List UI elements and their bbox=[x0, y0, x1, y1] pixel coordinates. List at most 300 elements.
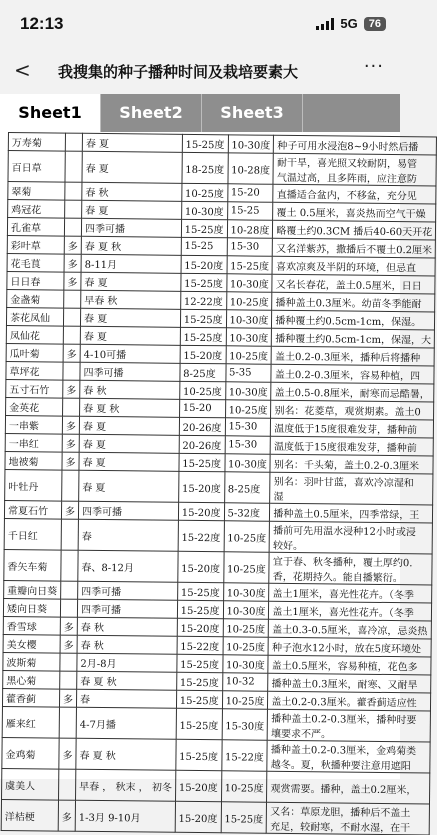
cell-text: 春 夏 秋 bbox=[79, 750, 116, 762]
cell-text: 10-28度 bbox=[230, 225, 270, 237]
cell-text: 多 bbox=[63, 622, 74, 634]
cell-text: 10-30度 bbox=[229, 333, 269, 345]
cell-text: 观赏需要。播种，盖土0.2厘米， bbox=[270, 783, 417, 796]
cell-text: 雁来红 bbox=[5, 718, 36, 730]
table-cell bbox=[269, 601, 432, 621]
cell-text: 常夏石竹 bbox=[7, 506, 49, 518]
table-cell bbox=[269, 583, 432, 603]
cell-text: 10-30度 bbox=[228, 387, 268, 399]
table-cell bbox=[270, 472, 433, 505]
table-cell bbox=[6, 379, 63, 398]
table-cell bbox=[77, 653, 177, 672]
cell-text: 15-25 bbox=[230, 205, 260, 217]
table-cell bbox=[76, 689, 176, 708]
table-cell bbox=[180, 327, 226, 345]
cell-text: 孔雀草 bbox=[10, 223, 42, 235]
table-cell bbox=[65, 200, 82, 218]
table-cell bbox=[224, 521, 270, 552]
cell-text: 温度低于15度很难发芽，播种前 bbox=[274, 441, 417, 455]
nav-bar bbox=[0, 48, 400, 94]
table-cell bbox=[64, 218, 81, 236]
table-cell bbox=[273, 153, 436, 186]
cell-text: 15-30 bbox=[228, 439, 258, 451]
cell-text: 春 bbox=[81, 531, 92, 543]
table-cell bbox=[224, 472, 270, 503]
table-cell bbox=[179, 399, 225, 417]
cell-text: 20-26度 bbox=[182, 440, 222, 453]
table-cell bbox=[270, 503, 433, 523]
cell-text: 盖土1厘米，喜光性花卉。（冬季 bbox=[272, 606, 414, 620]
cell-text: 喜欢凉爽及半阴的环境，但忌直 bbox=[275, 261, 417, 275]
cell-text: 香矢车菊 bbox=[7, 561, 48, 573]
cell-text: 地被菊 bbox=[8, 457, 39, 469]
cell-text: 又名：草原龙胆，播种后不盖土 bbox=[270, 806, 411, 820]
table-cell bbox=[273, 184, 436, 204]
table-cell bbox=[5, 469, 62, 501]
table-cell bbox=[222, 709, 268, 740]
cell-text: 春 夏 秋 bbox=[84, 241, 122, 254]
cell-text: 盖土0.2-0.3厘米，播种后将播种 bbox=[274, 351, 421, 365]
table-row bbox=[2, 737, 431, 772]
cell-text: 别名：羽叶甘蓝，喜欢冷凉湿和 bbox=[273, 476, 414, 490]
cell-text: 18-25度 bbox=[185, 164, 225, 176]
cell-text: 盖土0.3-0.5厘米，喜冷凉，忌炎热 bbox=[272, 624, 428, 638]
table-cell bbox=[82, 200, 182, 219]
table-cell bbox=[78, 550, 178, 582]
table-cell bbox=[222, 673, 268, 691]
cell-text: 四季可播 bbox=[80, 604, 122, 617]
cell-text: 多 bbox=[62, 694, 74, 706]
cell-text: 15-20度 bbox=[178, 782, 218, 794]
table-cell bbox=[8, 151, 65, 183]
table-cell bbox=[176, 672, 222, 690]
table-cell bbox=[2, 688, 59, 707]
table-cell bbox=[61, 550, 78, 581]
cell-text: 金鸡菊 bbox=[5, 749, 36, 761]
table-cell bbox=[4, 500, 61, 519]
table-row bbox=[8, 151, 437, 186]
table-cell bbox=[226, 274, 272, 292]
tab-sheet3[interactable]: Sheet3 bbox=[202, 94, 303, 132]
table-cell bbox=[64, 254, 81, 272]
cell-text: 10-30度 bbox=[226, 606, 266, 618]
cell-text: 15-25度 bbox=[185, 139, 225, 152]
cell-text: 15-25度 bbox=[184, 278, 224, 291]
cell-text: 1-3月 9-10月 bbox=[78, 812, 141, 824]
table-cell bbox=[179, 453, 225, 471]
table-cell bbox=[274, 135, 437, 155]
table-row bbox=[1, 799, 430, 834]
cell-text: 15-22度 bbox=[224, 751, 264, 764]
table-cell bbox=[65, 133, 82, 151]
cell-text: 四季可播 bbox=[84, 223, 126, 236]
cell-text: 15-20度 bbox=[178, 813, 218, 825]
signal-icon bbox=[316, 18, 334, 30]
table-cell bbox=[179, 417, 225, 435]
spreadsheet-image bbox=[0, 132, 433, 835]
table-cell bbox=[178, 551, 224, 582]
cell-text: 5-35 bbox=[228, 367, 252, 379]
cell-text: 春 夏 bbox=[82, 421, 107, 434]
table-cell bbox=[273, 238, 436, 258]
cell-text: 充足，较耐寒，不耐水湿，在干 bbox=[270, 821, 411, 835]
table-cell bbox=[178, 502, 224, 520]
table-cell bbox=[61, 581, 78, 599]
table-cell bbox=[181, 237, 227, 255]
table-cell bbox=[272, 274, 435, 294]
table-cell bbox=[59, 707, 76, 738]
table-cell bbox=[6, 397, 63, 416]
cell-text: 15-30 bbox=[230, 241, 260, 253]
more-icon[interactable]: ··· bbox=[363, 56, 384, 77]
cell-text: 15-20度 bbox=[181, 563, 221, 575]
table-cell bbox=[82, 133, 182, 152]
cell-text: 藿香蓟 bbox=[5, 694, 37, 706]
cell-text: 重瓣向日葵 bbox=[7, 586, 58, 598]
cell-text: 10-25度 bbox=[224, 782, 264, 795]
cell-text: 早春 ， 秋末 ， 初冬 bbox=[79, 781, 172, 794]
table-cell bbox=[268, 673, 431, 693]
table-cell bbox=[1, 799, 58, 831]
table-cell bbox=[4, 518, 61, 550]
cell-text: 直播适合盆内，不移盆，充分见 bbox=[276, 189, 417, 203]
cell-text: 盖土0.5-0.8厘米，耐寒而忌酷暑， bbox=[274, 387, 430, 401]
table-cell bbox=[221, 802, 267, 833]
table-cell bbox=[228, 153, 274, 184]
table-cell bbox=[8, 133, 65, 152]
table-cell bbox=[61, 501, 78, 519]
table-cell bbox=[268, 637, 431, 657]
cell-text: 12-22度 bbox=[183, 296, 223, 309]
table-cell bbox=[59, 769, 76, 800]
cell-text: 15-25度 bbox=[179, 720, 219, 732]
cell-text: 金盏菊 bbox=[10, 295, 41, 307]
table-cell bbox=[60, 599, 77, 617]
table-cell bbox=[267, 740, 430, 773]
table-cell bbox=[82, 182, 182, 201]
cell-text: 春 夏 bbox=[83, 313, 108, 326]
cell-text: 略覆土约0.3CM 播后40-60天开花 bbox=[276, 225, 433, 239]
table-cell bbox=[271, 436, 434, 456]
table-cell bbox=[223, 637, 269, 655]
cell-text: 春 夏 bbox=[82, 482, 106, 494]
table-cell bbox=[8, 182, 65, 201]
cell-text: 15-20度 bbox=[184, 260, 224, 273]
table-cell bbox=[63, 326, 80, 344]
cell-text: 春 夏 bbox=[82, 439, 106, 452]
table-cell bbox=[177, 636, 223, 654]
cell-text: 春 秋 bbox=[80, 640, 104, 653]
table-cell bbox=[81, 218, 181, 237]
cell-text: 15-25度 bbox=[183, 332, 223, 345]
table-cell bbox=[2, 768, 59, 800]
cell-text: 气温过高，且多阵雨，应注意防 bbox=[276, 172, 417, 186]
table-cell bbox=[59, 738, 76, 769]
cell-text: 4-10可播 bbox=[83, 349, 127, 362]
table-cell bbox=[78, 581, 178, 600]
cell-text: 春 夏 bbox=[85, 138, 110, 151]
cell-text: 15-25度 bbox=[180, 587, 220, 600]
table-cell bbox=[78, 519, 178, 551]
cell-text: 金英花 bbox=[9, 403, 40, 415]
table-cell bbox=[177, 654, 223, 672]
table-cell bbox=[177, 582, 223, 600]
table-cell bbox=[61, 519, 78, 550]
table-cell bbox=[272, 310, 435, 330]
cell-text: 8-25度 bbox=[183, 368, 216, 381]
cell-text: 10-25度 bbox=[226, 563, 266, 576]
cell-text: 20-26度 bbox=[182, 422, 222, 435]
table-cell bbox=[176, 739, 222, 770]
table-cell bbox=[62, 434, 79, 452]
cell-text: 多 bbox=[67, 277, 78, 289]
cell-text: 多 bbox=[66, 349, 77, 361]
cell-text: 10-25度 bbox=[226, 642, 266, 654]
table-cell bbox=[63, 362, 80, 380]
cell-text: 盖土0.2-0.3厘米，容易种植，四 bbox=[274, 369, 421, 383]
table-cell bbox=[5, 415, 62, 434]
cell-text: 草坪花 bbox=[9, 367, 40, 379]
table-cell bbox=[271, 346, 434, 366]
cell-text: 早春 秋 bbox=[84, 295, 118, 308]
table-cell bbox=[8, 200, 65, 219]
table-cell bbox=[7, 271, 64, 290]
table-cell bbox=[182, 183, 228, 201]
cell-text: 15-30 bbox=[228, 421, 258, 433]
table-cell bbox=[76, 769, 176, 801]
table-cell bbox=[268, 655, 431, 675]
table-cell bbox=[177, 600, 223, 618]
cell-text: 15-25度 bbox=[180, 659, 220, 672]
cell-text: 盖土0.2-0.3厘米。藿香蓟适应性 bbox=[271, 696, 417, 710]
table-cell bbox=[2, 706, 59, 738]
table-cell bbox=[80, 326, 180, 345]
cell-text: 10-30度 bbox=[225, 660, 265, 672]
cell-text: 种子可用水浸泡8~9小时然后播 bbox=[277, 140, 419, 154]
cell-text: 春 秋 bbox=[80, 622, 105, 635]
table-cell bbox=[80, 362, 180, 381]
table-cell bbox=[272, 256, 435, 276]
table-cell bbox=[271, 364, 434, 384]
table-cell bbox=[77, 617, 177, 636]
seed-table bbox=[1, 132, 437, 835]
table-cell bbox=[76, 738, 176, 770]
cell-text: 8-25度 bbox=[227, 483, 261, 496]
cell-text: 春 夏 bbox=[85, 205, 109, 218]
table-cell bbox=[6, 361, 63, 380]
table-cell bbox=[178, 520, 224, 551]
cell-text: 15-20度 bbox=[181, 483, 221, 495]
cell-text: 四季可播 bbox=[81, 586, 122, 599]
table-cell bbox=[62, 470, 79, 501]
cell-text: 覆土 0.5厘米，喜炎热而空气干燥 bbox=[276, 207, 426, 221]
cell-text: 多 bbox=[65, 439, 76, 451]
table-cell bbox=[3, 598, 60, 617]
cell-text: 10-30度 bbox=[184, 206, 224, 219]
page-title: 我搜集的种子播种时间及栽培要素大 bbox=[58, 63, 299, 81]
cell-text: 10-25度 bbox=[228, 405, 268, 417]
table-cell bbox=[178, 471, 224, 502]
cell-text: 春 夏 秋 bbox=[80, 676, 117, 689]
cell-text: 10-25度 bbox=[226, 624, 266, 636]
cell-text: 多 bbox=[63, 640, 74, 652]
table-cell bbox=[181, 273, 227, 291]
cell-text: 15-22度 bbox=[181, 532, 221, 544]
table-cell bbox=[81, 254, 181, 273]
table-cell bbox=[225, 382, 271, 400]
back-icon[interactable]: < bbox=[14, 58, 31, 82]
cell-text: 盖土1厘米，喜光性花卉。（冬季 bbox=[272, 588, 414, 602]
table-cell bbox=[62, 452, 79, 470]
table-cell bbox=[6, 343, 63, 362]
table-cell bbox=[225, 454, 271, 472]
table-cell bbox=[180, 309, 226, 327]
table-cell bbox=[221, 771, 267, 802]
table-cell bbox=[182, 152, 228, 183]
table-cell bbox=[80, 344, 180, 363]
table-cell bbox=[80, 308, 180, 327]
cell-text: 四季可播 bbox=[83, 367, 124, 380]
cell-text: 15-20 bbox=[230, 187, 260, 199]
sheet-tabs bbox=[0, 94, 400, 132]
cell-text: 10-32 bbox=[225, 676, 255, 688]
cell-text: 播种盖土0.3厘米，耐寒、又耐旱 bbox=[271, 678, 418, 692]
table-cell bbox=[62, 416, 79, 434]
table-cell bbox=[80, 398, 180, 417]
table-cell bbox=[181, 255, 227, 273]
cell-text: 多 bbox=[65, 421, 76, 433]
table-cell bbox=[81, 272, 181, 291]
table-cell bbox=[181, 219, 227, 237]
table-cell bbox=[80, 380, 180, 399]
table-cell bbox=[271, 382, 434, 402]
table-row bbox=[2, 768, 431, 803]
cell-text: 10-28度 bbox=[231, 164, 271, 177]
table-cell bbox=[268, 691, 431, 711]
cell-text: 种子泡水12小时，放在5度环境处 bbox=[271, 642, 422, 656]
cell-text: 彩叶草 bbox=[10, 241, 41, 253]
table-cell bbox=[79, 416, 179, 435]
table-cell bbox=[267, 771, 430, 804]
table-cell bbox=[6, 325, 63, 344]
cell-text: 播种盖土0.2-0.3厘米，金鸡菊类 bbox=[270, 744, 417, 758]
table-cell bbox=[226, 346, 272, 364]
table-cell bbox=[63, 308, 80, 326]
table-cell bbox=[60, 617, 77, 635]
tab-sheet2[interactable]: Sheet2 bbox=[101, 94, 202, 132]
cell-text: 春 秋 bbox=[83, 385, 107, 398]
cell-text: 盖土0.5厘米，容易种植，花色多 bbox=[271, 660, 418, 674]
table-row bbox=[4, 549, 433, 584]
cell-text: 壤要求不严。 bbox=[271, 728, 332, 741]
cell-text: 香，花期持久。能自播繁衍。 bbox=[272, 571, 403, 585]
cell-text: 香雪球 bbox=[6, 622, 37, 634]
cell-text: 10-25度 bbox=[182, 386, 222, 399]
cell-text: 又名洋紫苏，撒播后不覆土0.2厘米 bbox=[276, 243, 433, 257]
cell-text: 耐干旱，喜光照又较耐阴，易管 bbox=[277, 157, 418, 171]
cell-text: 多 bbox=[66, 385, 77, 397]
cell-text: 15-25度 bbox=[183, 314, 223, 327]
cell-text: 15-25 bbox=[184, 240, 214, 253]
table-cell bbox=[222, 691, 268, 709]
table-row bbox=[4, 518, 433, 553]
table-cell bbox=[2, 737, 59, 769]
table-cell bbox=[271, 400, 434, 420]
table-cell bbox=[225, 364, 271, 382]
cell-text: 15-30度 bbox=[225, 720, 265, 733]
cell-text: 多 bbox=[61, 812, 72, 824]
table-cell bbox=[179, 435, 225, 453]
cell-text: 播种覆土约0.5cm-1cm，保湿。 bbox=[275, 315, 422, 329]
table-cell bbox=[270, 454, 433, 474]
table-cell bbox=[63, 380, 80, 398]
cell-text: 10-30度 bbox=[228, 459, 267, 471]
status-right bbox=[316, 16, 386, 31]
table-cell bbox=[227, 184, 273, 202]
cell-text: 15-25度 bbox=[182, 458, 222, 471]
cell-text: 播种覆土约0.5cm-1cm，保湿，大 bbox=[275, 333, 432, 347]
table-cell bbox=[79, 470, 179, 502]
table-cell bbox=[227, 202, 273, 220]
cell-text: 10-25度 bbox=[229, 351, 269, 363]
table-cell bbox=[180, 345, 226, 363]
table-cell bbox=[60, 635, 77, 653]
table-cell bbox=[227, 256, 273, 274]
status-time: 12:13 bbox=[20, 14, 64, 33]
status-bar bbox=[0, 0, 400, 48]
cell-text: 10-30度 bbox=[226, 588, 266, 600]
table-cell bbox=[58, 800, 75, 831]
cell-text: 播前可先用温水浸种12小时或浸 bbox=[273, 525, 416, 539]
table-cell bbox=[78, 501, 178, 520]
table-cell bbox=[64, 272, 81, 290]
cell-text: 春 夏 bbox=[83, 331, 108, 344]
table-cell bbox=[77, 635, 177, 654]
table-cell bbox=[81, 290, 181, 309]
cell-text: 多 bbox=[67, 241, 78, 253]
cell-text: 15-25度 bbox=[184, 224, 224, 237]
table-cell bbox=[7, 218, 64, 237]
table-cell bbox=[63, 344, 80, 362]
cell-text: 10-25度 bbox=[229, 297, 269, 309]
cell-text: 10-30度 bbox=[231, 140, 271, 152]
cell-text: 15-25度 bbox=[179, 695, 219, 708]
cell-text: 瓜叶菊 bbox=[9, 349, 40, 361]
table-cell bbox=[176, 708, 222, 739]
table-cell bbox=[60, 671, 77, 689]
cell-text: 一串紫 bbox=[8, 421, 39, 433]
battery-icon: 76 bbox=[364, 17, 386, 31]
table-cell bbox=[176, 690, 222, 708]
cell-text: 花毛茛 bbox=[10, 259, 41, 271]
table-cell bbox=[271, 418, 434, 438]
table-cell bbox=[180, 291, 226, 309]
cell-text: 春、8-12月 bbox=[81, 562, 134, 574]
cell-text: 别名：千头菊，盖土0.2-0.3厘米 bbox=[273, 459, 420, 473]
cell-text: 2月-8月 bbox=[80, 658, 117, 671]
cell-text: 宜于春、秋冬播种，覆土厚约0. bbox=[272, 556, 413, 570]
table-row bbox=[2, 706, 431, 741]
table-cell bbox=[273, 220, 436, 240]
table-cell bbox=[79, 452, 179, 471]
table-cell bbox=[272, 292, 435, 312]
cell-text: 春 夏 bbox=[85, 163, 109, 175]
table-cell bbox=[267, 802, 430, 835]
cell-text: 五寸石竹 bbox=[9, 385, 50, 397]
tab-sheet1[interactable]: Sheet1 bbox=[0, 94, 101, 132]
table-cell bbox=[225, 418, 271, 436]
cell-text: 春 夏 秋 bbox=[83, 403, 120, 416]
